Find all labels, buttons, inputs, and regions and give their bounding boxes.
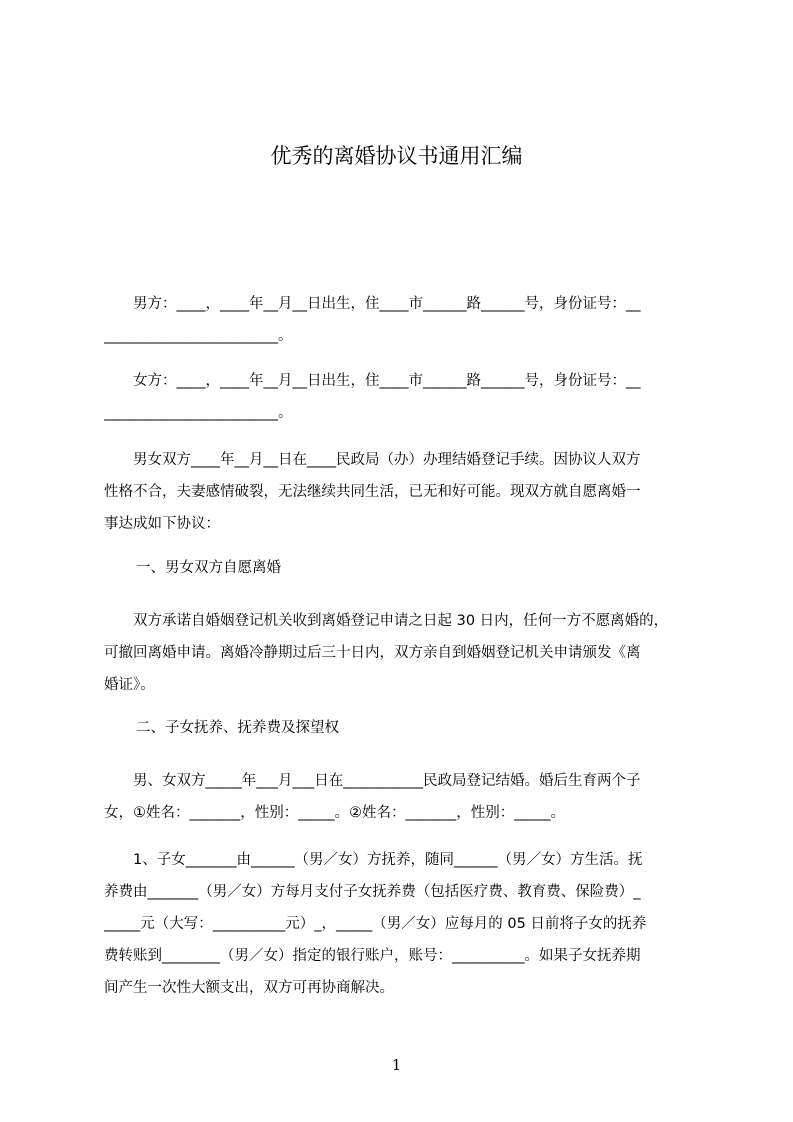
clause-1-line-3: _____元（大写：__________元）_，_____（男／女）应每月的 05 日前将子女的抚养 xyxy=(104,916,647,932)
section-1-line-2: 可撤回离婚申请。离婚冷静期过后三十日内，双方亲自到婚姻登记机关申请颁发《离 xyxy=(104,645,641,661)
female-party-line-2: ________________________。 xyxy=(104,405,293,421)
intro-line-1: 男女双方____年__月__日在____民政局（办）办理结婚登记手续。因协议人双方 xyxy=(104,452,641,468)
marriage-line-2: 女，①姓名：_______，性别：_____。②姓名：_______，性别：_____。 xyxy=(104,805,565,821)
male-party-line-1: 男方：____，____年__月__日出生，住____市______路______号，身份证号：__ xyxy=(104,296,641,312)
marriage-paragraph xyxy=(104,765,700,829)
section-1-body xyxy=(104,605,700,701)
clause-1-line-5: 间产生一次性大额支出，双方可再协商解决。 xyxy=(104,980,394,996)
section-1-line-3: 婚证》。 xyxy=(104,677,155,693)
clause-1-line-4: 费转账到________（男／女）指定的银行账户，账号：__________。如果子女抚养期 xyxy=(104,948,641,964)
male-party-paragraph xyxy=(104,288,700,352)
intro-line-3: 事达成如下协议： xyxy=(104,516,220,532)
clause-1-line-1: 1、子女_______由______（男／女）方抚养，随同______（男／女）方生活。抚 xyxy=(104,852,643,868)
male-party-line-2: ________________________。 xyxy=(104,328,293,344)
clause-1-paragraph xyxy=(104,844,700,1004)
intro-paragraph xyxy=(104,444,700,540)
female-party-paragraph xyxy=(104,365,700,429)
marriage-line-1: 男、女双方_____年___月___日在___________民政局登记结婚。婚后生育两个子 xyxy=(104,773,641,789)
clause-1-line-2: 养费由_______（男／女）方每月支付子女抚养费（包括医疗费、教育费、保险费）_ xyxy=(104,884,641,900)
document-title: 优秀的离婚协议书通用汇编 xyxy=(270,144,523,168)
section-1-line-1: 双方承诺自婚姻登记机关收到离婚登记申请之日起 30 日内，任何一方不愿离婚的， xyxy=(104,613,669,629)
female-party-line-1: 女方：____，____年__月__日出生，住____市______路______号，身份证号：__ xyxy=(104,373,641,389)
section-2-heading: 二、子女抚养、抚养费及探望权 xyxy=(136,720,339,736)
page-number: 1 xyxy=(391,1056,402,1074)
intro-line-2: 性格不合，夫妻感情破裂，无法继续共同生活，已无和好可能。现双方就自愿离婚一 xyxy=(104,484,641,500)
section-1-heading: 一、男女双方自愿离婚 xyxy=(136,560,281,576)
